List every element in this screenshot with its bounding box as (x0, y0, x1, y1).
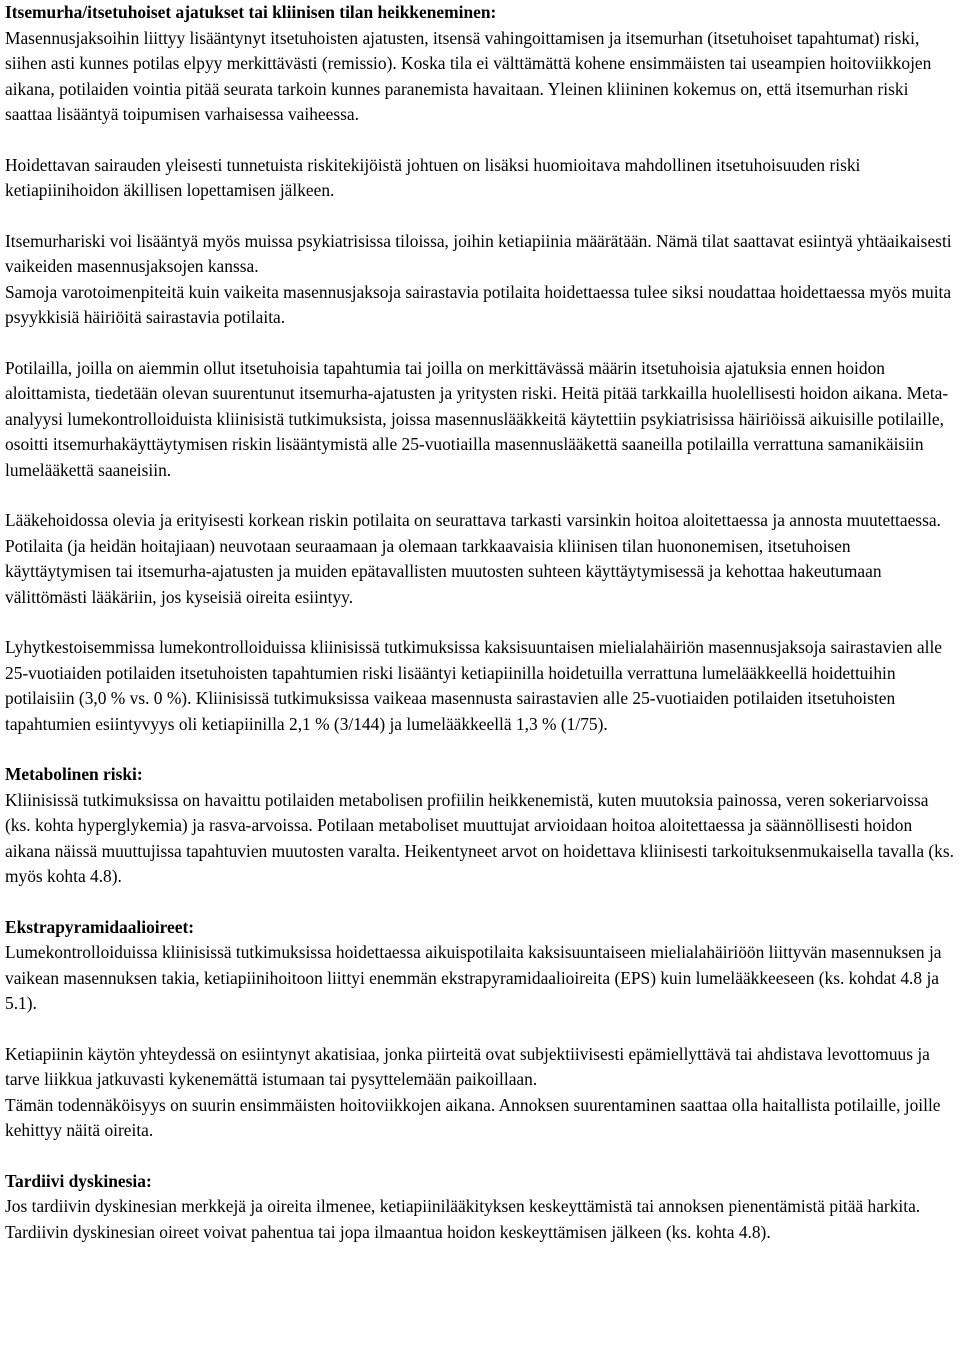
paragraph: Lääkehoidossa olevia ja erityisesti korkean riskin potilaita on seurattava tarkasti varsinkin hoitoa aloitettaessa ja annosta muutettaessa. Potilaita (ja heidän hoitajiaan) neuvotaan seuraamaan ja olemaan tarkkaavaisia kliinisen tilan huononemisen, itsetuhoisen käyttäytymisen tai itsemurha-ajatusten ja muiden epätavallisten muutosten suhteen käyttäytymisessä ja kehottaa hakeutumaan välittömästi lääkäriin, jos kyseisiä oireita esiintyy. (5, 510, 941, 607)
section-heading-metabolic-risk: Metabolinen riski: (5, 764, 143, 784)
paragraph: Potilailla, joilla on aiemmin ollut itsetuhoisia tapahtumia tai joilla on merkittävässä määrin itsetuhoisia ajatuksia ennen hoidon aloittamista, tiedetään olevan suurentunut itsemurha-ajatusten ja yritysten riski. Heitä pitää tarkkailla huolellisesti hoidon aikana. Meta-analyysi lumekontrolloiduista kliinisistä tutkimuksista, joissa masennuslääkkeitä käytettiin psykiatrisissa häiriöissä aikuisille potilaille, osoitti itsemurhakäyttäytymisen riskin lisääntymistä alle 25-vuotiailla masennuslääkettä saaneilla potilailla verrattuna samanikäisiin lumelääkettä saaneisiin. (5, 357, 949, 480)
paragraph: Tämän todennäköisyys on suurin ensimmäisten hoitoviikkojen aikana. Annoksen suurentaminen saattaa olla haitallista potilaille, joille kehittyy näitä oireita. (5, 1094, 941, 1140)
section-heading-suicidality: Itsemurha/itsetuhoiset ajatukset tai kliinisen tilan heikkeneminen: (5, 2, 497, 22)
paragraph: Jos tardiivin dyskinesian merkkejä ja oireita ilmenee, ketiapiinilääkityksen keskeyttämistä tai annoksen pienentämistä pitää harkita. Tardiivin dyskinesian oireet voivat pahentua tai jopa ilmaantua hoidon keskeyttämisen jälkeen (ks. kohta 4.8). (5, 1196, 921, 1242)
document-page (5, 0, 955, 1245)
paragraph: Masennusjaksoihin liittyy lisääntynyt itsetuhoisten ajatusten, itsensä vahingoittamisen ja itsemurhan (itsetuhoiset tapahtumat) riski, siihen asti kunnes potilas elpyy merkittävästi (remissio). Koska tila ei välttämättä kohene ensimmäisten tai useampien hoitoviikkojen aikana, potilaiden vointia pitää seurata tarkoin kunnes paranemista havaitaan. Yleinen kliininen kokemus on, että itsemurhan riski saattaa lisääntyä toipumisen varhaisessa vaiheessa. (5, 27, 932, 124)
paragraph: Ketiapiinin käytön yhteydessä on esiintynyt akatisiaa, jonka piirteitä ovat subjektiivisesti epämiellyttävä tai ahdistava levottomuus ja tarve liikkua jatkuvasti kykenemättä istumaan tai pysyttelemään paikoillaan. (5, 1043, 930, 1089)
paragraph: Kliinisissä tutkimuksissa on havaittu potilaiden metabolisen profiilin heikkenemistä, kuten muutoksia painossa, veren sokeriarvoissa (ks. kohta hyperglykemia) ja rasva-arvoissa. Potilaan metaboliset muuttujat arvioidaan hoitoa aloitettaessa ja säännöllisesti hoidon aikana näissä muuttujissa tapahtuvien muutosten varalta. Heikentyneet arvot on hoidettava kliinisesti tarkoituksenmukaisella tavalla (ks. myös kohta 4.8). (5, 789, 954, 886)
paragraph: Itsemurhariski voi lisääntyä myös muissa psykiatrisissa tiloissa, joihin ketiapiinia määrätään. Nämä tilat saattavat esiintyä yhtäaikaisesti vaikeiden masennusjaksojen kanssa. (5, 230, 952, 276)
section-heading-extrapyramidal: Ekstrapyramidaalioireet: (5, 916, 195, 937)
paragraph: Hoidettavan sairauden yleisesti tunnetuista riskitekijöistä johtuen on lisäksi huomioitava mahdollinen itsetuhoisuuden riski ketiapiinihoidon äkillisen lopettamisen jälkeen. (5, 154, 861, 200)
paragraph: Lumekontrolloiduissa kliinisissä tutkimuksissa hoidettaessa aikuispotilaita kaksisuuntaiseen mielialahäiriöön liittyvän masennuksen ja vaikean masennuksen takia, ketiapiinihoitoon liittyi enemmän ekstrapyramidaalioireita (EPS) kuin lumelääkkeeseen (ks. kohdat 4.8 ja 5.1). (5, 942, 942, 1013)
paragraph: Lyhytkestoisemmissa lumekontrolloiduissa kliinisissä tutkimuksissa kaksisuuntaisen mielialahäiriön masennusjaksoja sairastavien alle 25-vuotiaiden potilaiden itsetuhoisten tapahtumien riski lisääntyi ketiapiinilla hoidetuilla verrattuna lumelääkkeellä hoidettuihin potilaisiin (3,0 % vs. 0 %). Kliinisissä tutkimuksissa vaikeaa masennusta sairastavien alle 25-vuotiaiden potilaiden itsetuhoisten tapahtumien esiintyvyys oli ketiapiinilla 2,1 % (3/144) ja lumelääkkeellä 1,3 % (1/75). (5, 637, 943, 734)
section-heading-tardive-dyskinesia: Tardiivi dyskinesia: (5, 1170, 152, 1191)
paragraph: Samoja varotoimenpiteitä kuin vaikeita masennusjaksoja sairastavia potilaita hoidettaessa tulee siksi noudattaa hoidettaessa myös muita psyykkisiä häiriöitä sairastavia potilaita. (5, 281, 952, 327)
